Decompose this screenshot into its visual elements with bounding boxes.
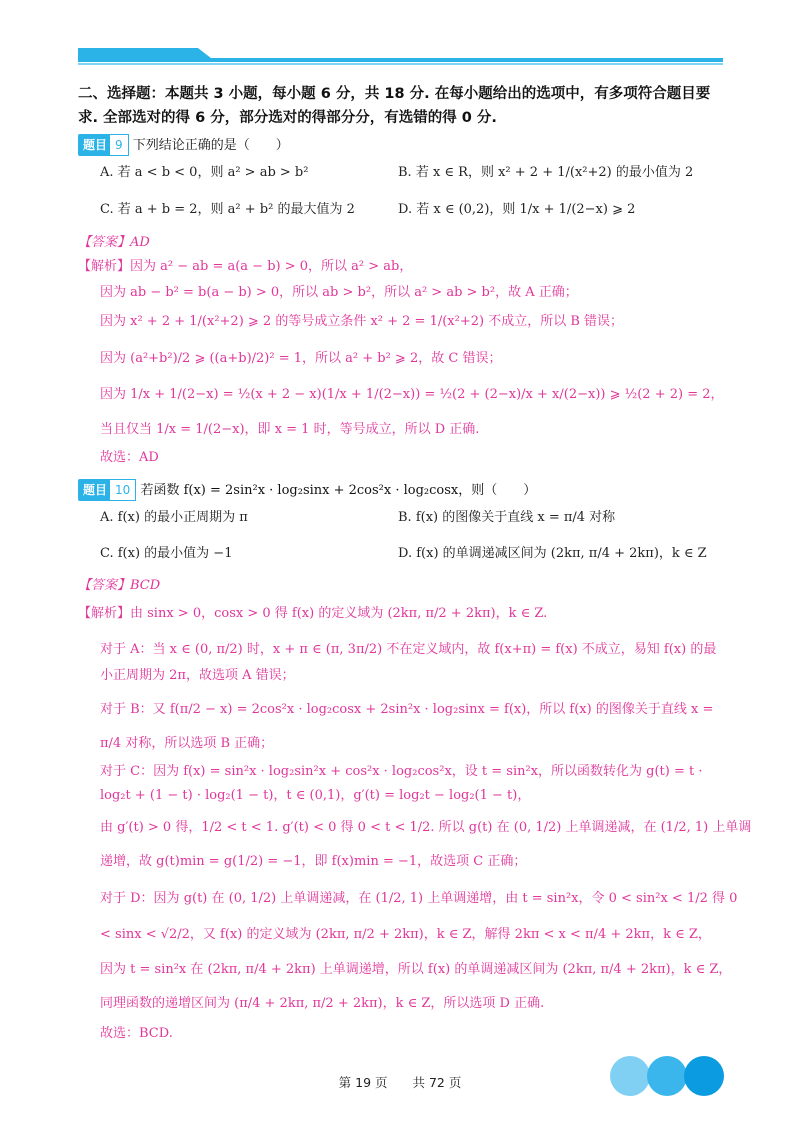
question-10-header <box>78 479 536 501</box>
section-title <box>78 82 728 130</box>
q9-analysis-line: 【解析】因为 a² − ab = a(a − b) > 0，所以 a² > ab， <box>78 259 413 274</box>
q10-analysis-line: 对于 C：因为 f(x) = sin²x · log₂sin²x + cos²x · log₂cos²x，设 t = sin²x，所以函数转化为 g(t) = t · <box>100 764 703 779</box>
header-rule-thin <box>78 63 723 65</box>
q10-analysis-line: 对于 B：又 f(π/2 − x) = 2cos²x · log₂cosx + 2sin²x · log₂sinx = f(x)，所以 f(x) 的图像关于直线 x = <box>100 702 714 717</box>
q10-analysis-line: 对于 D：因为 g(t) 在 (0, 1/2) 上单调递减，在 (1/2, 1) 上单调递增，由 t = sin²x，令 0 < sin²x < 1/2 得 0 <box>100 891 738 906</box>
question-9-stem: 下列结论正确的是（ ） <box>132 138 289 153</box>
question-9-header <box>78 134 289 156</box>
q10-option-b: B. f(x) 的图像关于直线 x = π/4 对称 <box>398 510 616 525</box>
decor-circle-3 <box>684 1056 724 1096</box>
q10-analysis-line: π/4 对称，所以选项 B 正确； <box>100 736 274 751</box>
question-badge: 题目 <box>78 134 112 156</box>
q10-analysis-line: 【解析】由 sinx > 0，cosx > 0 得 f(x) 的定义域为 (2kπ, π/2 + 2kπ)，k ∈ Z. <box>78 606 548 621</box>
q10-analysis-line: 递增，故 g(t)min = g(1/2) = −1，即 f(x)min = −1，故选项 C 正确； <box>100 854 527 869</box>
q10-analysis-line: 小正周期为 2π，故选项 A 错误； <box>100 668 295 683</box>
q10-answer: 【答案】BCD <box>78 578 161 593</box>
q9-analysis-line: 因为 (a²+b²)/2 ⩾ ((a+b)/2)² = 1，所以 a² + b² ⩾ 2，故 C 错误； <box>100 351 502 366</box>
q9-option-b: B. 若 x ∈ R，则 x² + 2 + 1/(x²+2) 的最小值为 2 <box>398 165 694 180</box>
question-number: 9 <box>109 134 129 156</box>
header-tab <box>78 48 188 62</box>
q10-option-a: A. f(x) 的最小正周期为 π <box>100 510 248 525</box>
page-number: 第 19 页 共 72 页 <box>338 1075 462 1090</box>
q9-option-d: D. 若 x ∈ (0,2)，则 1/x + 1/(2−x) ⩾ 2 <box>398 202 636 217</box>
q9-analysis-line: 因为 x² + 2 + 1/(x²+2) ⩾ 2 的等号成立条件 x² + 2 = 1/(x²+2) 不成立，所以 B 错误； <box>100 314 624 329</box>
q9-analysis-line: 当且仅当 1/x = 1/(2−x)，即 x = 1 时，等号成立，所以 D 正确. <box>100 422 480 437</box>
q9-option-a: A. 若 a < b < 0，则 a² > ab > b² <box>100 165 309 180</box>
q9-analysis-line: 因为 1/x + 1/(2−x) = ½(x + 2 − x)(1/x + 1/(2−x)) = ½(2 + (2−x)/x + x/(2−x)) ⩾ ½(2 + 2) = 2， <box>100 387 724 402</box>
header-decoration <box>78 48 726 64</box>
q9-analysis-line: 故选：AD <box>100 450 159 465</box>
question-number: 10 <box>109 479 136 501</box>
q9-analysis-line: 因为 ab − b² = b(a − b) > 0，所以 ab > b²，所以 a² > ab > b²，故 A 正确； <box>100 285 578 300</box>
q10-analysis-line: log₂t + (1 − t) · log₂(1 − t)，t ∈ (0,1)，g′(t) = log₂t − log₂(1 − t)， <box>100 788 531 803</box>
decor-circle-2 <box>647 1056 687 1096</box>
question-10-stem: 若函数 f(x) = 2sin²x · log₂sinx + 2cos²x · log₂cosx，则（ ） <box>140 483 537 498</box>
q10-analysis-line: 同理函数的递增区间为 (π/4 + 2kπ, π/2 + 2kπ)，k ∈ Z，所以选项 D 正确. <box>100 996 545 1011</box>
decor-circle-1 <box>610 1056 650 1096</box>
q10-option-d: D. f(x) 的单调递减区间为 (2kπ, π/4 + 2kπ)，k ∈ Z <box>398 546 707 561</box>
section-title-line2: 求. 全部选对的得 6 分，部分选对的得部分分，有选错的得 0 分. <box>78 110 497 126</box>
q9-answer: 【答案】AD <box>78 235 150 250</box>
q10-option-c: C. f(x) 的最小值为 −1 <box>100 546 233 561</box>
q9-option-c: C. 若 a + b = 2，则 a² + b² 的最大值为 2 <box>100 202 355 217</box>
header-rule <box>208 58 723 62</box>
q10-analysis-line: 因为 t = sin²x 在 (2kπ, π/4 + 2kπ) 上单调递增，所以 f(x) 的单调递减区间为 (2kπ, π/4 + 2kπ)，k ∈ Z， <box>100 962 732 977</box>
section-title-line1: 二、选择题：本题共 3 小题，每小题 6 分，共 18 分. 在每小题给出的选项中，有多项符合题目要 <box>78 86 711 102</box>
question-badge: 题目 <box>78 479 112 501</box>
q10-analysis-line: 对于 A：当 x ∈ (0, π/2) 时，x + π ∈ (π, 3π/2) 不在定义域内，故 f(x+π) = f(x) 不成立，易知 f(x) 的最 <box>100 642 717 657</box>
q10-analysis-line: 故选：BCD. <box>100 1026 173 1041</box>
q10-analysis-line: 由 g′(t) > 0 得，1/2 < t < 1. g′(t) < 0 得 0 < t < 1/2. 所以 g(t) 在 (0, 1/2) 上单调递减，在 (1/2, 1) 上单调 <box>100 820 752 835</box>
q10-analysis-line: < sinx < √2/2，又 f(x) 的定义域为 (2kπ, π/2 + 2kπ)，k ∈ Z，解得 2kπ < x < π/4 + 2kπ，k ∈ Z， <box>100 927 711 942</box>
